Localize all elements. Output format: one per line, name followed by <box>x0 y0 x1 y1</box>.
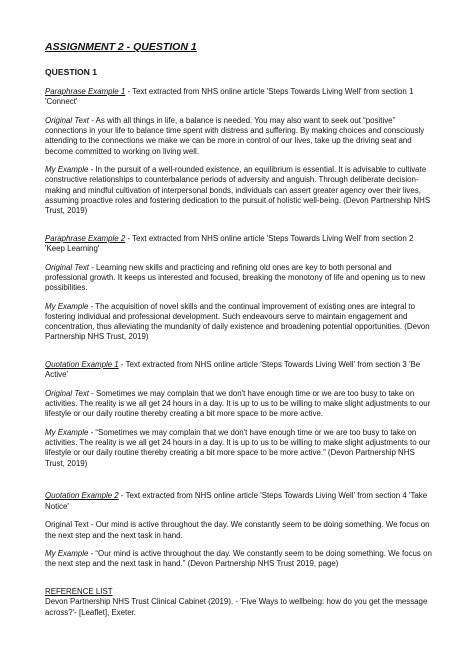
my-example-text: - In the pursuit of a well-rounded existence, an equilibrium is essential. It is advisable to cultivate constructive relationships to counterbalance periods of adversity and anguish. Through deliberate decision-making and mindful cultivation of interpersonal bonds, individuals can assert greater agency over their lives, assuming proactive roles and fostering dedication to the pursuit of holistic well-being. (Devon Partnership NHS Trust, 2019) <box>45 165 431 216</box>
original-text: - Sometimes we may complain that we don't have enough time or we are too busy to take on activities. The reality is we all get 24 hours in a day. It is up to us to be willing to make slight adjustments to our lifestyle or our daily routine thereby creating a bit more space to be more active. <box>45 388 431 419</box>
section-paraphrase-2 <box>45 234 434 343</box>
section-intro-text: - Text extracted from NHS online article 'Steps Towards Living Well' from section 4 'Take Notice' <box>45 491 428 511</box>
section-intro <box>45 87 434 107</box>
original-text-label: Original Text <box>45 520 89 530</box>
section-label: Quotation Example 1 <box>45 360 119 370</box>
section-label: Paraphrase Example 2 <box>45 233 126 243</box>
my-example-paragraph <box>45 302 434 343</box>
reference-list <box>45 587 434 618</box>
section-intro <box>45 234 434 254</box>
original-text: - Our mind is active throughout the day. We constantly seem to be doing something. We focus on the next step and the next task in hand. <box>45 520 430 540</box>
my-example-paragraph <box>45 165 434 216</box>
original-text-paragraph <box>45 116 434 157</box>
reference-heading: REFERENCE LIST <box>45 587 113 597</box>
my-example-paragraph <box>45 549 434 569</box>
assignment-title: ASSIGNMENT 2 - QUESTION 1 <box>45 41 197 53</box>
my-example-label: My Example <box>45 165 89 175</box>
original-text-label: Original Text <box>45 388 90 398</box>
section-quotation-1 <box>45 360 434 469</box>
section-intro-text: - Text extracted from NHS online article 'Steps Towards Living Well' from section 3 'Be Active' <box>45 360 421 380</box>
section-intro-text: - Text extracted from NHS online article 'Steps Towards Living Well' from section 1 'Connect' <box>45 87 414 107</box>
reference-entry: Devon Partnership NHS Trust Clinical Cabinet (2019). - 'Five Ways to wellbeing: how do you get the message across?'- [Leaflet], Exeter. <box>45 597 428 617</box>
original-text: - Learning new skills and practicing and refining old ones are key to both personal and professional growth. It keeps us interested and focused, breaking the monotony of life and opening us to new possibilities. <box>45 262 426 293</box>
my-example-text: - “Our mind is active throughout the day. We constantly seem to be doing something. We focus on the next step and the next task in hand.” (Devon Partnership NHS Trust 2019, page) <box>45 549 432 569</box>
my-example-text: - The acquisition of novel skills and the continual improvement of existing ones are integral to fostering individual and professional development. Such endeavours serve to maintain engagement and concentration, thus alleviating the mundanity of daily existence and broadening potential opportunities. (Devon Partnership NHS Trust, 2019) <box>45 301 430 342</box>
my-example-label: My Example <box>45 428 89 438</box>
my-example-paragraph <box>45 428 434 469</box>
section-quotation-2 <box>45 491 434 569</box>
section-label: Quotation Example 2 <box>45 491 119 501</box>
section-label: Paraphrase Example 1 <box>45 87 126 96</box>
original-text-paragraph <box>45 263 434 294</box>
my-example-label: My Example <box>45 301 89 311</box>
section-intro-text: - Text extracted from NHS online article 'Steps Towards Living Well' from section 2 'Keep Learning' <box>45 233 414 253</box>
section-paraphrase-1 <box>45 87 434 216</box>
original-text-label: Original Text <box>45 115 90 125</box>
my-example-label: My Example <box>45 549 89 559</box>
my-example-text: - “Sometimes we may complain that we don't have enough time or we are too busy to take on activities. The reality is we all get 24 hours in a day. It is up to us to be willing to make slight adjustments to our lifestyle or our daily routine thereby creating a bit more space to be more active.” (Devon Partnership NHS Trust, 2019) <box>45 428 431 468</box>
original-text: - As with all things in life, a balance is needed. You may also want to seek out “positive” connections in your life to balance time spent with distress and suffering. By making choices and consciously attending to the connections we make we can be more in control of our lives, take up the driving seat and become committed to working on living well. <box>45 115 425 156</box>
question-heading: QUESTION 1 <box>45 67 98 77</box>
original-text-paragraph <box>45 520 434 540</box>
section-intro <box>45 360 434 380</box>
original-text-label: Original Text <box>45 262 90 272</box>
section-intro <box>45 491 434 511</box>
original-text-paragraph <box>45 389 434 420</box>
